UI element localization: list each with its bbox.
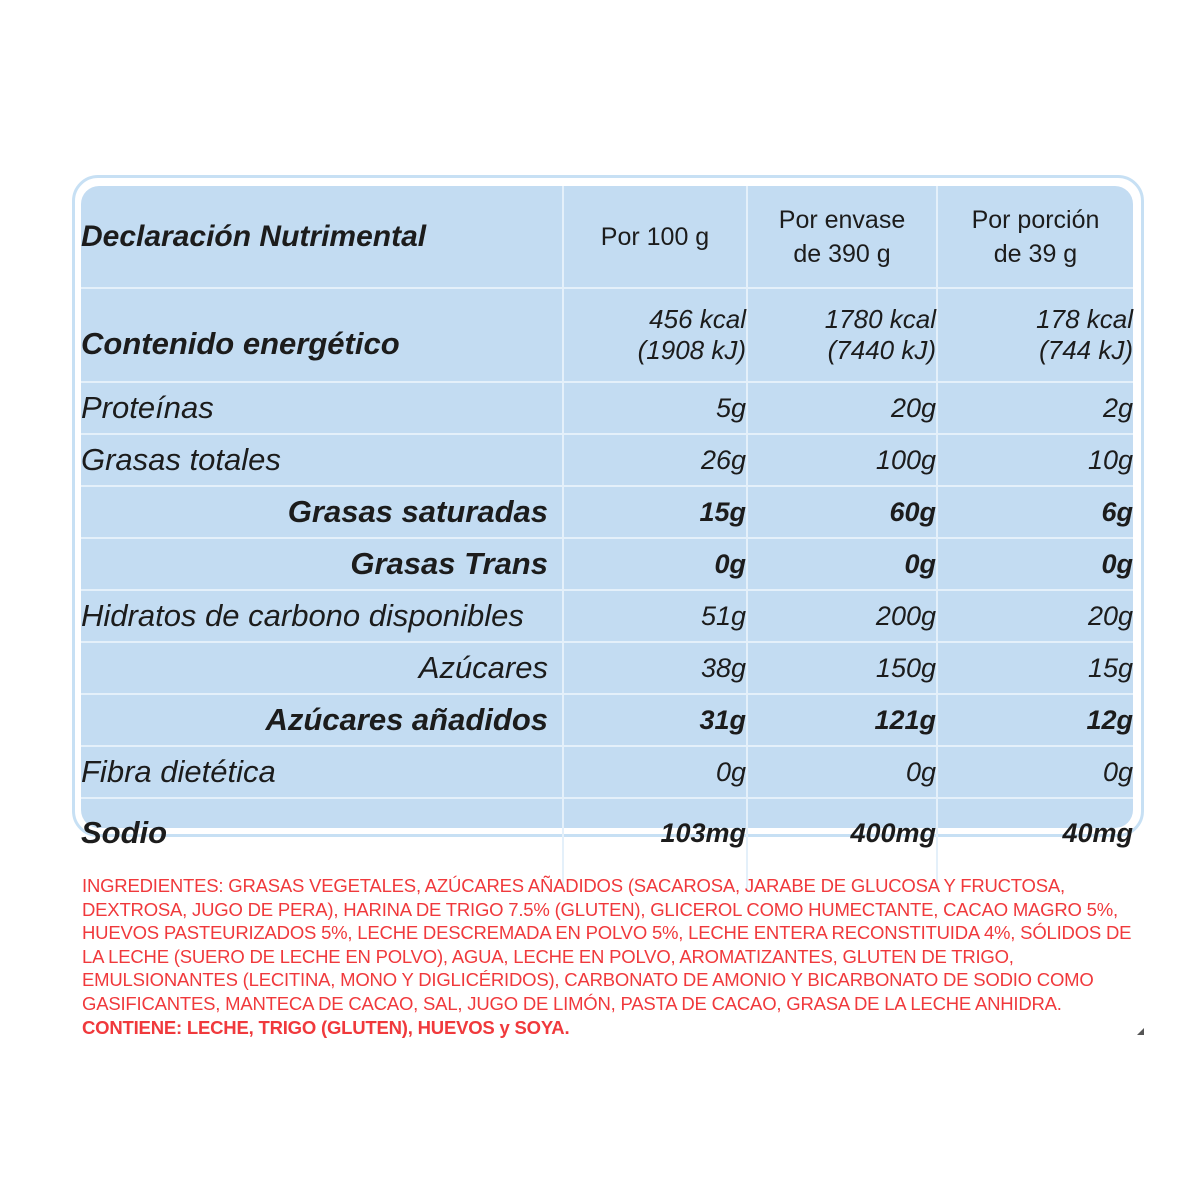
table-row — [81, 590, 1133, 642]
row-value: 121g — [747, 694, 937, 746]
row-value: 200g — [747, 590, 937, 642]
row-label-sugars: Azúcares — [81, 642, 563, 694]
table-row — [81, 642, 1133, 694]
row-value: 10g — [937, 434, 1133, 486]
row-value: 0g — [747, 746, 937, 798]
table-row — [81, 538, 1133, 590]
row-value: 15g — [937, 642, 1133, 694]
allergen-statement: CONTIENE: LECHE, TRIGO (GLUTEN), HUEVOS y SOYA. — [82, 1016, 570, 1038]
row-value: 38g — [563, 642, 747, 694]
energy-row — [81, 288, 1133, 382]
ingredients-list: INGREDIENTES: GRASAS VEGETALES, AZÚCARES AÑADIDOS (SACAROSA, JARABE DE GLUCOSA Y FRUCTOSA, DEXTROSA, JUGO DE PERA), HARINA DE TRIGO 7.5% (GLUTEN), GLICEROL COMO HUMECTANTE, CACAO MAGRO 5%, HUEVOS PASTEURIZADOS 5%, LECHE DESCREMADA EN POLVO 5%, LECHE ENTERA RECONSTITUIDA 4%, SÓLIDOS DE LA LECHE (SUERO DE LECHE EN POLVO), AGUA, LECHE EN POLVO, AROMATIZANTES, GLUTEN DE TRIGO, EMULSIONANTES (LECITINA, MONO Y DIGLICÉRIDOS), CARBONATO DE AMONIO Y BICARBONATO DE SODIO COMO GASIFICANTES, MANTECA DE CACAO, SAL, JUGO DE LIMÓN, PASTA DE CACAO, GRASA DE LA LECHE ANHIDRA. — [82, 875, 1132, 1014]
column-header-per-package: Por envase de 390 g — [747, 186, 937, 288]
row-value: 0g — [937, 538, 1133, 590]
row-label-trans-fat: Grasas Trans — [81, 538, 563, 590]
row-value: 0g — [563, 538, 747, 590]
row-value: 51g — [563, 590, 747, 642]
row-value: 0g — [563, 746, 747, 798]
row-value: 150g — [747, 642, 937, 694]
corner-triangle-icon — [1137, 1028, 1144, 1035]
table-row — [81, 382, 1133, 434]
ingredients-text — [82, 874, 1142, 1039]
row-value: 12g — [937, 694, 1133, 746]
table-header-row — [81, 186, 1133, 288]
nutrition-table — [81, 186, 1133, 889]
row-value: 5g — [563, 382, 747, 434]
nutrition-table-panel — [81, 186, 1133, 850]
row-value: 40mg — [937, 798, 1133, 889]
row-value: 60g — [747, 486, 937, 538]
row-value: 20g — [937, 590, 1133, 642]
row-label-carbohydrates: Hidratos de carbono disponibles — [81, 590, 563, 642]
row-value: 0g — [937, 746, 1133, 798]
energy-value-per-100g: 456 kcal (1908 kJ) — [563, 288, 747, 382]
row-value: 31g — [563, 694, 747, 746]
row-value: 6g — [937, 486, 1133, 538]
table-row — [81, 746, 1133, 798]
table-row — [81, 694, 1133, 746]
row-value: 20g — [747, 382, 937, 434]
row-label-proteins: Proteínas — [81, 382, 563, 434]
energy-value-per-serving: 178 kcal (744 kJ) — [937, 288, 1133, 382]
row-label-total-fat: Grasas totales — [81, 434, 563, 486]
row-value: 15g — [563, 486, 747, 538]
row-value: 2g — [937, 382, 1133, 434]
column-header-per-serving: Por porción de 39 g — [937, 186, 1133, 288]
energy-label: Contenido energético — [81, 288, 563, 382]
row-label-saturated-fat: Grasas saturadas — [81, 486, 563, 538]
row-label-fiber: Fibra dietética — [81, 746, 563, 798]
row-value: 400mg — [747, 798, 937, 889]
row-value: 0g — [747, 538, 937, 590]
row-label-added-sugars: Azúcares añadidos — [81, 694, 563, 746]
energy-value-per-package: 1780 kcal (7440 kJ) — [747, 288, 937, 382]
row-value: 100g — [747, 434, 937, 486]
row-label-sodium: Sodio — [81, 798, 563, 889]
row-value: 103mg — [563, 798, 747, 889]
row-value: 26g — [563, 434, 747, 486]
table-title: Declaración Nutrimental — [81, 219, 427, 253]
table-row — [81, 486, 1133, 538]
column-header-per-100g: Por 100 g — [563, 186, 747, 288]
table-row — [81, 434, 1133, 486]
